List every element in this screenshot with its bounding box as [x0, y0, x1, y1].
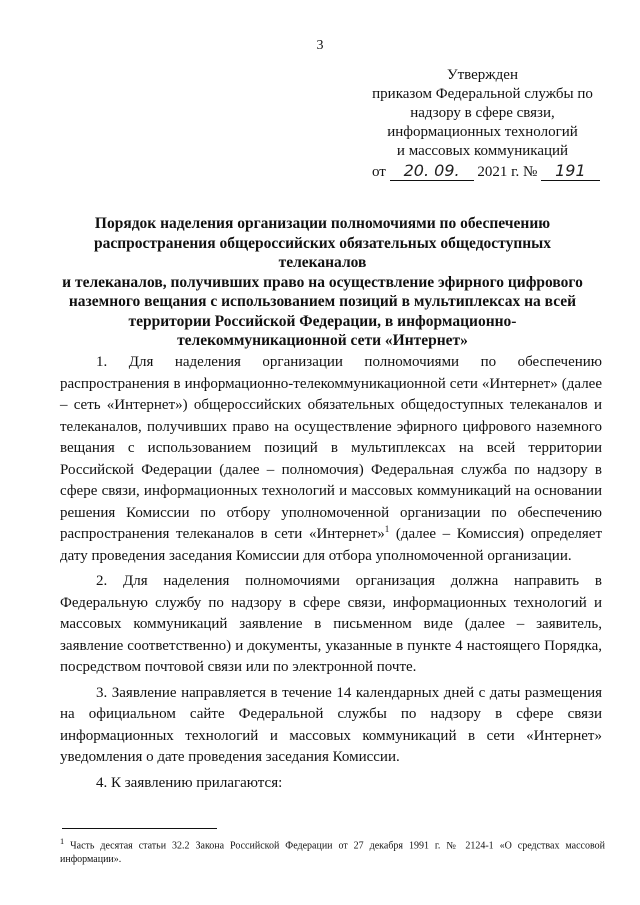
title-line: распространения общероссийских обязательных общедоступных телеканалов [93, 234, 552, 271]
date-prefix: от [372, 164, 386, 180]
approval-line: и массовых коммуникаций [396, 143, 569, 159]
paragraph-1-text: 1. Для наделения организации полномочиями по обеспечению распространения в информационно-телекоммуникационной сети «Интернет» (далее – сеть «Интернет») общероссийских обязательных общедоступных телеканалов и телеканалов, получивших право на осуществление эфирного цифрового наземного вещания с использованием позиций в мультиплексах на всей территории Российской Федерации (далее – полномочия) Федеральная служба по надзору в сфере связи, информационных технологий и массовых коммуникаций на основании решения Комиссии по отбору уполномоченной организации по обеспечению распространения телеканалов в сети «Интернет» [60, 354, 602, 542]
paragraph-1-text-continued: (далее – Комиссия) определяет дату проведения заседания Комиссии для отбора уполномоченной организации. [60, 526, 602, 564]
approval-line: надзору в сфере связи, [410, 105, 555, 121]
paragraph-4: 4. К заявлению прилагаются: [96, 774, 283, 791]
title-line: территории Российской Федерации, в информационно- [128, 312, 517, 330]
footnote-divider [62, 828, 217, 829]
document-body [60, 352, 602, 798]
paragraph-3: 3. Заявление направляется в течение 14 календарных дней с даты размещения на официальном сайте Федеральной службы по надзору в сфере связи информационных технологий и массовых коммуникаций в сети «Интернет» уведомления о дате проведения заседания Комиссии. [60, 684, 602, 765]
approval-line: Утвержден [446, 67, 518, 83]
approval-line: информационных технологий [387, 124, 578, 140]
handwritten-order-number: 191 [541, 161, 600, 181]
title-line: наземного вещания с использованием позиций в мультиплексах на всей [68, 293, 577, 310]
footnote-text: Часть десятая статьи 32.2 Закона Российской Федерации от 27 декабря 1991 г. № 2124-1 «О средствах массовой информации». [60, 840, 605, 866]
document-title [55, 214, 590, 351]
date-year: 2021 г. № [477, 164, 538, 180]
paragraph-1 [60, 352, 602, 567]
approval-date-line [372, 161, 605, 182]
approval-line: приказом Федеральной службы по [372, 86, 593, 102]
handwritten-date: 20. 09. [390, 161, 474, 181]
page-number: 3 [316, 38, 324, 53]
footnote-marker: 1 [60, 837, 65, 846]
title-line: Порядок наделения организации полномочиями по обеспечению [94, 215, 551, 232]
footnote-ref[interactable]: 1 [384, 524, 390, 534]
footnote [60, 835, 605, 867]
title-line: и телеканалов, получивших право на осуществление эфирного цифрового [62, 273, 583, 291]
approval-block [360, 66, 605, 182]
title-line: телекоммуникационной сети «Интернет» [177, 332, 468, 349]
paragraph-2: 2. Для наделения полномочиями организация должна направить в Федеральную службу по надзору в сфере связи, информационных технологий и массовых коммуникаций заявление в письменном виде (далее – заявитель, заявление соответственно) и документы, указанные в пункте 4 настоящего Порядка, посредством почтовой связи или по электронной почте. [60, 573, 602, 675]
